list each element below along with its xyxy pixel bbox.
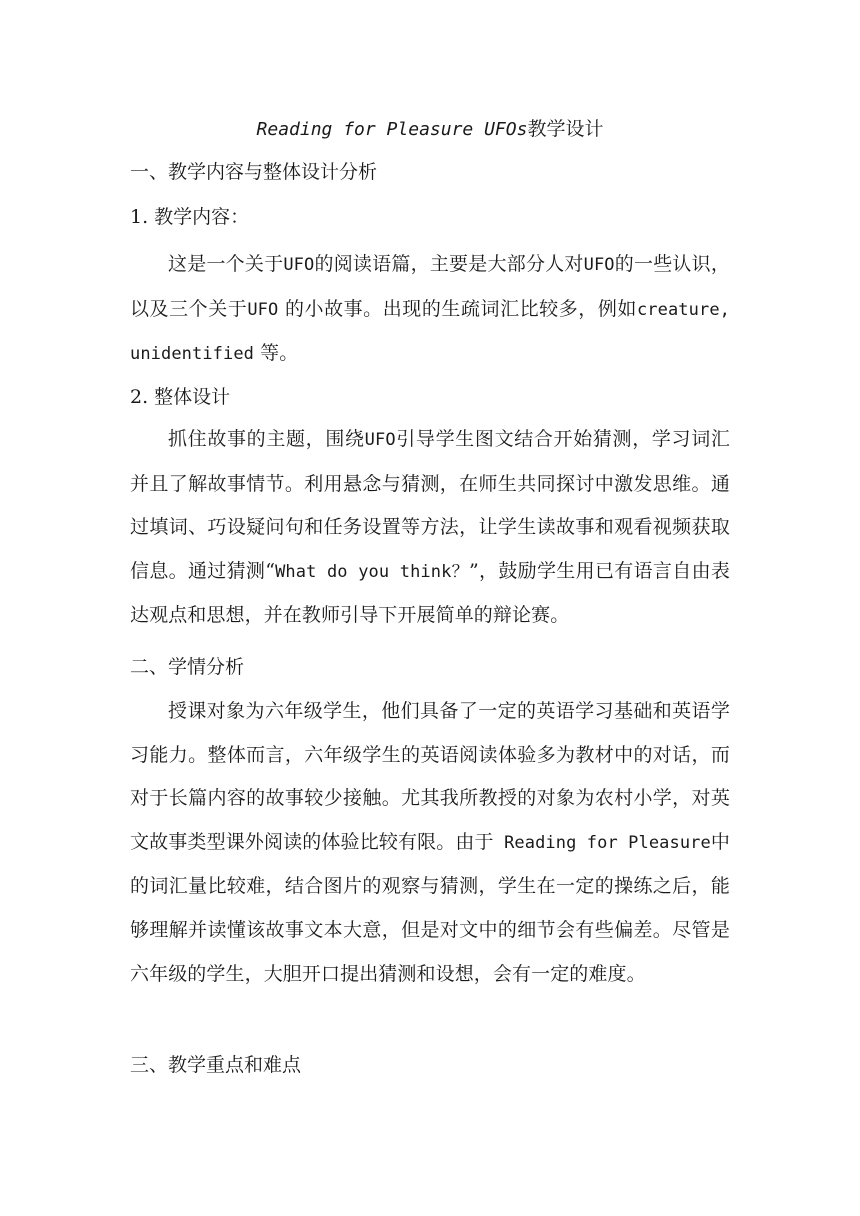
text-run: UFO [583, 255, 615, 275]
text-run: ”，鼓励学生用已有语言自由表达观点和思想，并在教师引导下开展简单的辩论赛。 [130, 559, 730, 627]
text-run: 的小故事。出现的生疏词汇比较多，例如 [278, 297, 637, 320]
text-run: 引导学生图文结合开始猜测，学习词汇并且了解故事情节。利用悬念与猜测，在师生共同探讨中激发思维。通过填词、巧设疑问句和任务设置等方法，让学生读故事和观看视频获取信息。通过猜测“ [130, 428, 730, 582]
section-2-heading: 二、学情分析 [130, 656, 245, 678]
paragraph-teaching-content [130, 243, 730, 377]
text-run: 中的词汇量比较难，结合图片的观察与猜测，学生在一定的操练之后，能够理解并读懂该故事文本大意，但是对文中的细节会有些偏差。尽管是六年级的学生，大胆开口提出猜测和设想，会有一定的难度。 [130, 830, 730, 985]
text-run: 抓住故事的主题，围绕 [168, 428, 365, 450]
text-run: 的一些认识，以及三个关于 [130, 253, 730, 320]
text-run: UFO [283, 255, 315, 275]
text-run: UFO [364, 430, 396, 450]
section-1-heading: 一、教学内容与整体设计分析 [130, 161, 378, 183]
text-run: UFO [247, 299, 279, 320]
text-run: 这是一个关于 [168, 253, 284, 275]
text-run: Reading for Pleasure [493, 832, 711, 853]
title-chinese: 教学设计 [527, 118, 604, 140]
text-run: 授课对象为六年级学生，他们具备了一定的英语学习基础和英语学习能力。整体而言，六年级学生的英语阅读体验多为教材中的对话，而对于长篇内容的故事较少接触。尤其我所教授的对象为农村小学，对英文故事类型课外阅读的体验比较有限。由于 [130, 700, 730, 853]
document-title [130, 113, 730, 146]
text-run: What do you think？ [275, 561, 469, 582]
text-run: creature, unidentified [130, 299, 730, 365]
subsection-2-heading: 2. 整体设计 [130, 386, 231, 408]
text-run: 的阅读语篇，主要是大部分人对 [314, 253, 584, 275]
text-run: 等。 [254, 342, 299, 365]
title-english: Reading for Pleasure UFOs [256, 119, 528, 140]
subsection-1-heading: 1. 教学内容： [130, 206, 250, 228]
section-3-heading: 三、教学重点和难点 [130, 1054, 302, 1076]
paragraph-learner-analysis [130, 690, 730, 996]
paragraph-overall-design [130, 418, 730, 638]
